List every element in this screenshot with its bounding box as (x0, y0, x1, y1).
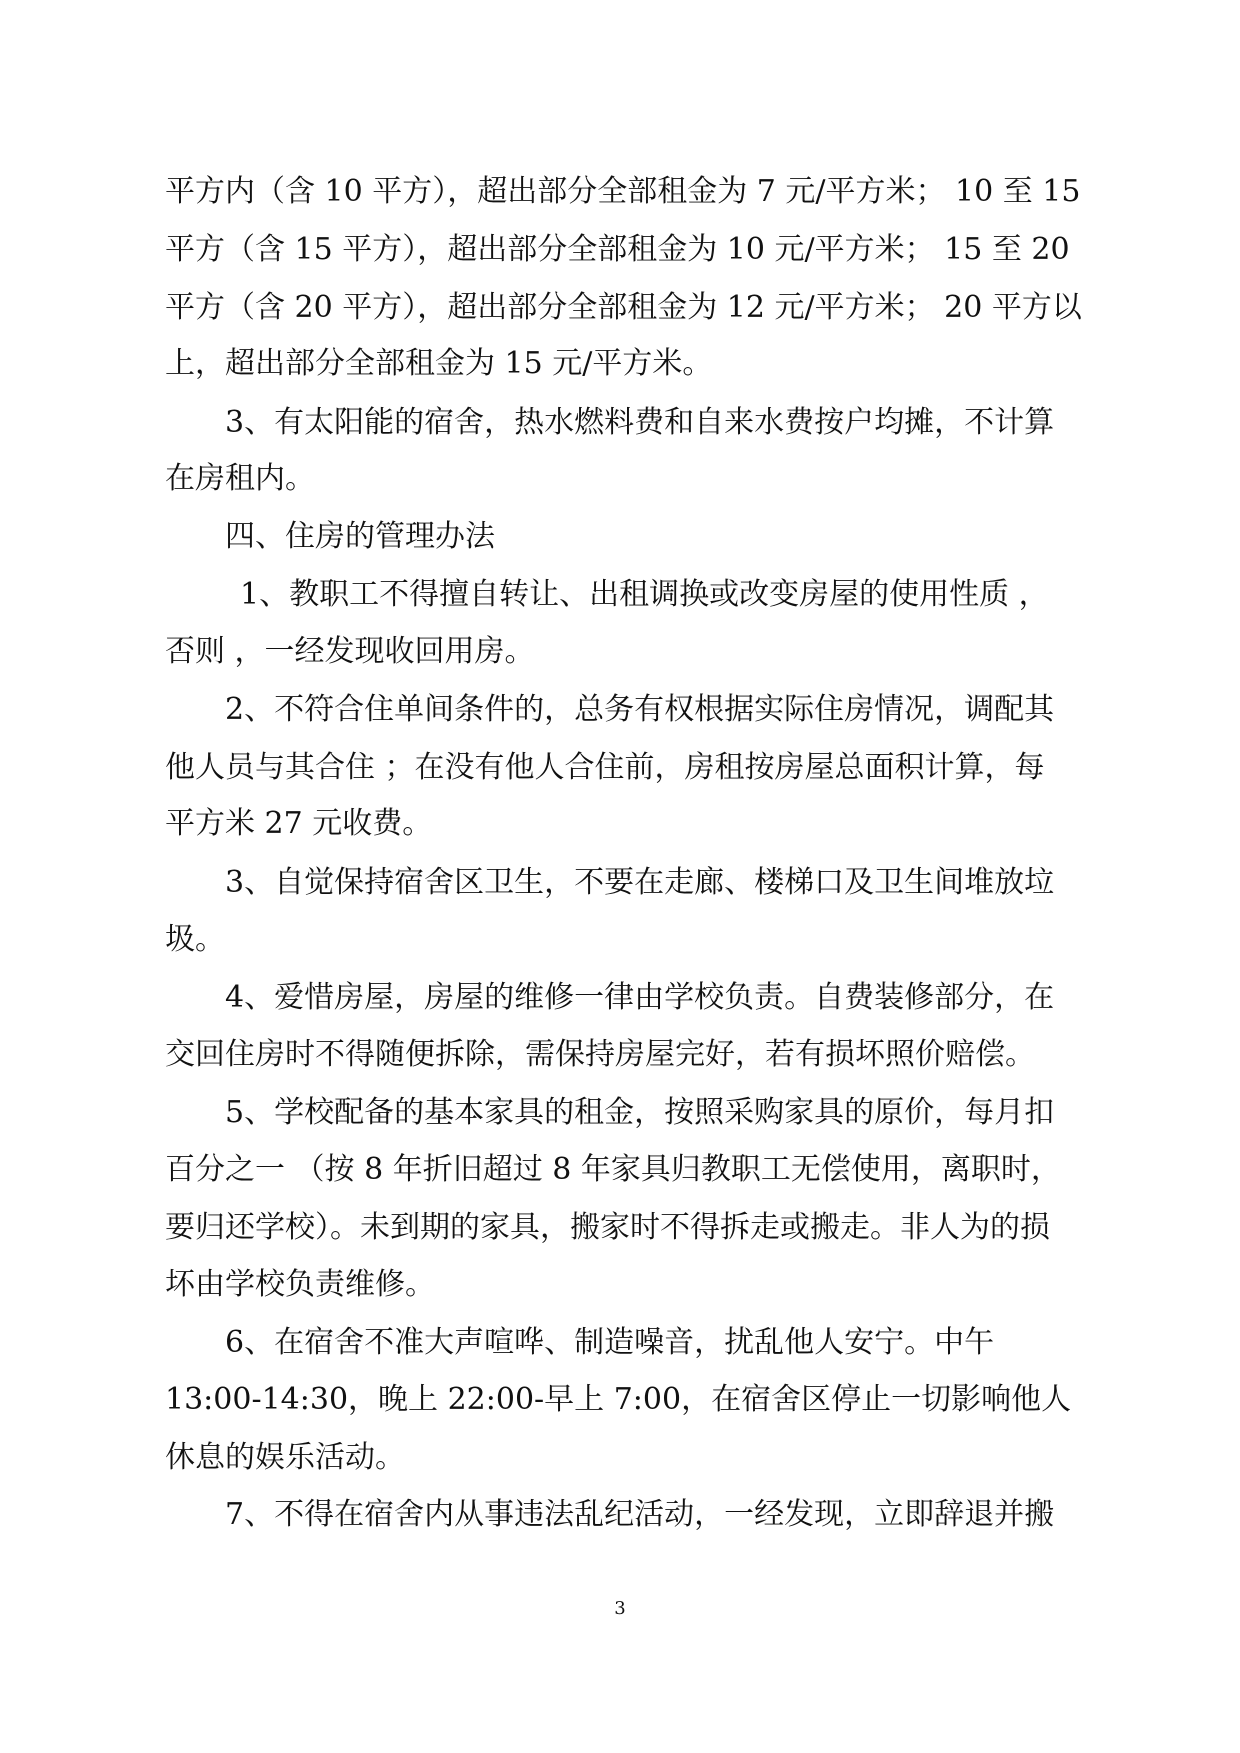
text-line: 上，超出部分全部租金为 15 元/平方米。 (165, 346, 713, 381)
text-line: 休息的娱乐活动。 (165, 1440, 405, 1475)
text-line: 3、有太阳能的宿舍，热水燃料费和自来水费按户均摊，不计算 (225, 405, 1055, 440)
text-line: 百分之一 （按 8 年折旧超过 8 年家具归教职工无偿使用，离职时， (165, 1152, 1061, 1187)
text-line: 5、学校配备的基本家具的租金，按照采购家具的原价，每月扣 (225, 1095, 1055, 1130)
text-line: 1、教职工不得擅自转让、出租调换或改变房屋的使用性质 ， (240, 577, 1049, 612)
text-line: 平方（含 15 平方），超出部分全部租金为 10 元/平方米； 15 至 20 (165, 232, 1070, 267)
text-line: 交回住房时不得随便拆除，需保持房屋完好，若有损坏照价赔偿。 (165, 1037, 1035, 1072)
text-line: 7、不得在宿舍内从事违法乱纪活动，一经发现，立即辞退并搬 (225, 1497, 1055, 1532)
section-heading: 四、住房的管理办法 (225, 519, 495, 554)
text-line: 坏由学校负责维修。 (165, 1267, 435, 1302)
text-line: 在房租内。 (165, 461, 315, 496)
text-line: 否则 ，一经发现收回用房。 (165, 634, 535, 669)
page-number: 3 (614, 1598, 626, 1619)
text-line: 4、爱惜房屋，房屋的维修一律由学校负责。自费装修部分，在 (225, 980, 1055, 1015)
text-line: 他人员与其合住 ；在没有他人合住前，房租按房屋总面积计算，每 (165, 750, 1045, 785)
text-line: 平方内（含 10 平方），超出部分全部租金为 7 元/平方米； 10 至 15 (165, 174, 1081, 209)
text-line: 要归还学校）。未到期的家具，搬家时不得拆走或搬走。非人为的损 (165, 1210, 1050, 1245)
text-line: 2、不符合住单间条件的，总务有权根据实际住房情况，调配其 (225, 692, 1055, 727)
text-line: 平方（含 20 平方），超出部分全部租金为 12 元/平方米； 20 平方以 (165, 290, 1082, 325)
text-line: 6、在宿舍不准大声喧哗、制造噪音，扰乱他人安宁。中午 (225, 1325, 995, 1360)
text-line: 3、自觉保持宿舍区卫生，不要在走廊、楼梯口及卫生间堆放垃 (225, 865, 1055, 900)
text-line: 13:00-14:30，晚上 22:00-早上 7:00，在宿舍区停止一切影响他人 (165, 1382, 1072, 1417)
text-line: 平方米 27 元收费。 (165, 806, 433, 841)
text-line: 圾。 (165, 922, 225, 957)
